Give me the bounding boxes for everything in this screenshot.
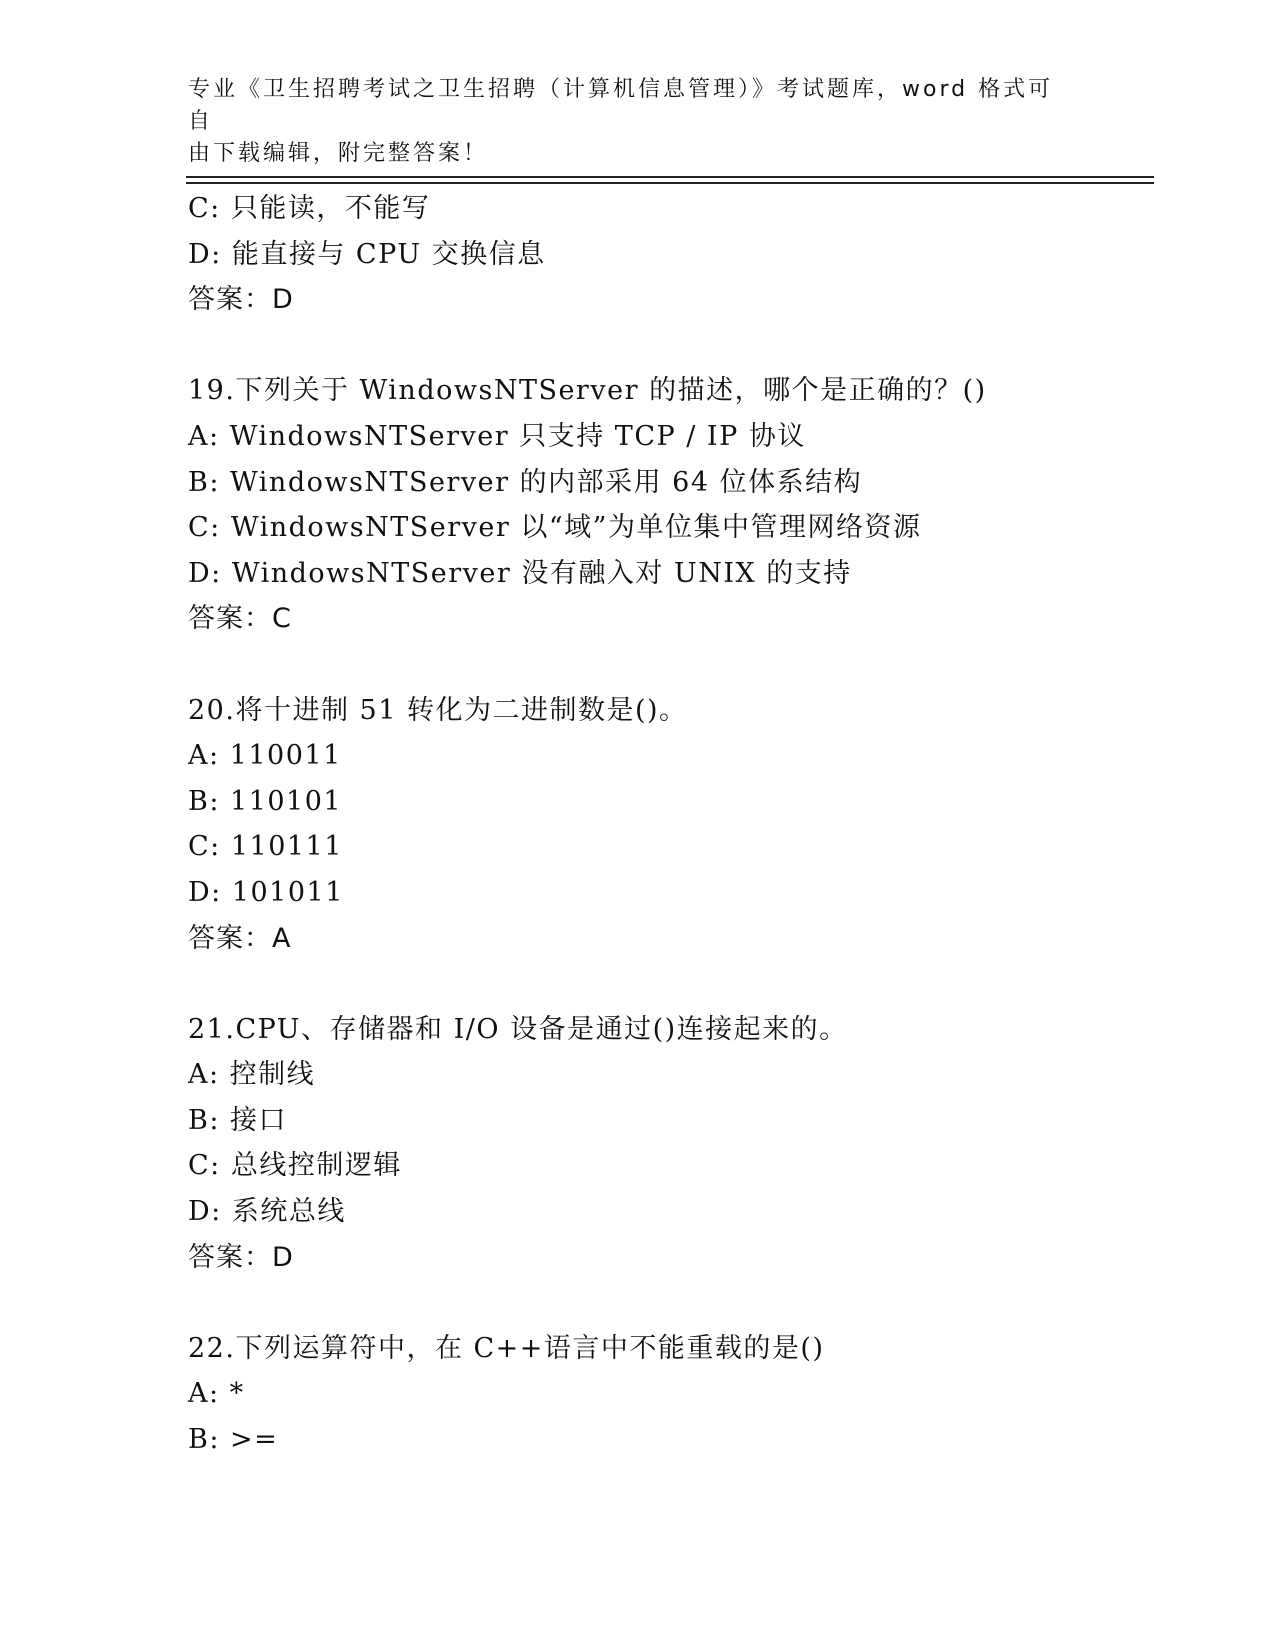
header-line-2: 由下载编辑，附完整答案！ <box>188 141 489 166</box>
option-b: B: >= <box>188 1424 279 1456</box>
option-a: A: * <box>188 1378 245 1410</box>
carryover-question <box>188 186 1188 323</box>
option-a: A: 控制线 <box>188 1059 316 1091</box>
header-line-1: 专业《卫生招聘考试之卫生招聘（计算机信息管理）》考试题库，word 格式可自 <box>188 77 1054 134</box>
option-b: B: 接口 <box>188 1104 288 1136</box>
header-divider-bottom <box>186 182 1154 184</box>
option-d: D: 101011 <box>188 876 344 908</box>
question-list <box>188 186 1188 1508</box>
option-d: D: WindowsNTServer 没有融入对 UNIX 的支持 <box>188 557 852 589</box>
option-a: A: 110011 <box>188 740 342 772</box>
option-c: C: WindowsNTServer 以“域”为单位集中管理网络资源 <box>188 512 922 544</box>
header-divider-top <box>186 176 1154 178</box>
question-22 <box>188 1326 1188 1463</box>
document-header <box>188 74 1078 170</box>
option-d: D: 能直接与 CPU 交换信息 <box>188 238 546 270</box>
answer-line: 答案：D <box>188 284 294 316</box>
option-c: C: 只能读，不能写 <box>188 193 431 224</box>
answer-line: 答案：C <box>188 603 292 635</box>
option-b: B: WindowsNTServer 的内部采用 64 位体系结构 <box>188 466 863 498</box>
option-d: D: 系统总线 <box>188 1196 346 1228</box>
question-text: 19.下列关于 WindowsNTServer 的描述，哪个是正确的？() <box>188 375 987 407</box>
option-b: B: 110101 <box>188 785 343 817</box>
answer-line: 答案：A <box>188 922 292 954</box>
question-text: 21.CPU、存储器和 I/O 设备是通过()连接起来的。 <box>188 1013 848 1045</box>
option-a: A: WindowsNTServer 只支持 TCP / IP 协议 <box>188 420 806 452</box>
question-20 <box>188 688 1188 962</box>
question-19 <box>188 368 1188 642</box>
question-text: 20.将十进制 51 转化为二进制数是()。 <box>188 694 688 726</box>
question-21 <box>188 1007 1188 1281</box>
option-c: C: 总线控制逻辑 <box>188 1150 402 1182</box>
question-text: 22.下列运算符中，在 C++语言中不能重载的是() <box>188 1332 825 1364</box>
answer-line: 答案：D <box>188 1241 294 1273</box>
option-c: C: 110111 <box>188 831 343 863</box>
